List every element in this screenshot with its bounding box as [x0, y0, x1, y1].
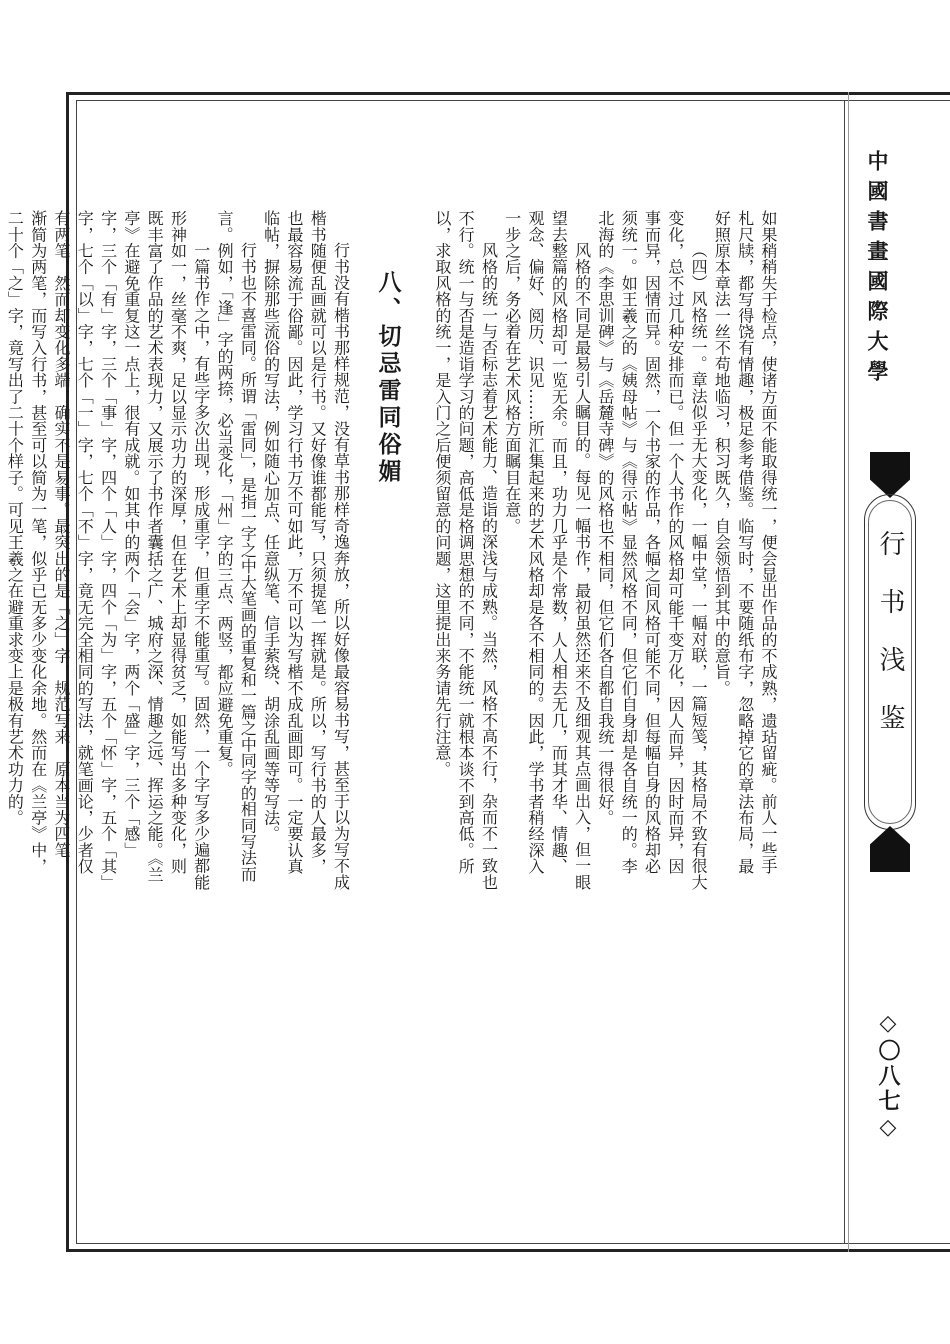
section-heading: 八、切忌雷同俗媚 — [374, 270, 401, 486]
main-text-column — [3, 210, 780, 890]
paragraph: 行书没有楷书那样规范，没有草书那样奇逸奔放，所以好像最容易书写，甚至于以为写不成楷书随便乱画就可以是行书。又好像谁都能写，只须提笔一挥就是。所以，写行书的人最多，也最容易流于俗鄙。因此，学习行书万不可如此，万不可以为写楷不成乱画即可。一定要认真临帖，摒除那些流俗的写法，例如随心加点、任意纵笔、信手萦绕、胡涂乱画等等写法。 — [261, 210, 351, 890]
university-name: 中國書畫國際大學 — [865, 150, 889, 390]
paragraph: （四）风格统一。章法似乎无大变化，一幅中堂，一幅对联，一篇短笺，其格局不致有很大变化，总不过几种安排而已。但一个人书作的风格却可能千变万化，因人而异，因时而异，因事而异，因情而异。固然，一个书家的作品，各幅之间风格可能不同，但每幅自身的风格却必须统一。如王羲之的《姨母帖》与《得示帖》显然风格不同，但它们自身却是各自统一的。李北海的《李思训碑》与《岳麓寺碑》的风格也不相同，但它们各自都自我统一得很好。 — [595, 210, 709, 890]
sidebar-divider — [844, 100, 845, 1244]
paragraph: 风格的不同是最易引人瞩目的。每见一幅书作，最初虽然还来不及细观其点画出入，但一眼望去整篇的风格却可一览无余。而且，功力几乎是个常数，人人相去无几，而其才华、情趣、观念、偏好、阅历、识见……所汇集起来的艺术风格却是各不相同的。因此，学书者稍经深入一步之后，务必着在艺术风格方面瞩目在意。 — [502, 210, 592, 890]
paragraph: 如果稍稍失于检点，使诸方面不能取得统一，便会显出作品的不成熟，遗玷留疵。前人一些手札尺牍，都写得饶有情趣，极足参考借鉴。临写时，不要随纸布字，忽略掉它的章法布局，最好照原本章法一丝不苟地临习，积习既久，自会领悟到其中的意旨。 — [712, 210, 778, 875]
paragraph: 行书也不喜雷同。所谓「雷同」，是指一字之中大笔画的重复和一篇之中同字的相同写法而言。例如，「逢」字的两捺，必当变化，「州」字的三点、两竖，都应避免重复。 — [215, 210, 258, 882]
paragraph: 一篇书作之中，有些字多次出现，形成重字，但重字不能重写。固然，一个字写多少遍都能形神如一，丝毫不爽，足以显示功力的深厚，但在艺术上却显得贫乏，如能写出多种变化，则既丰富了作品的艺术表现力，又展示了书作者囊括之广、城府之深、情趣之远、挥运之能。《兰亭》在避免重复这一点上，很有成就。如其中的两个「会」字，两个「盛」字，三个「感」字，三个「有」字，三个「事」字，四个「人」字，四个「为」字，五个「怀」字，五个「其」字，七个「以」字，七个「一」字，七个「不」字，竟无完全相同的写法，就笔画论，少者仅有两笔，然而却变化多端，确实不是易事。最突出的是「之」字，规范写来，原本当为四笔，渐简为两笔，而写入行书，甚至可以简为一笔，似乎已无多少变化余地。然而在《兰亭》中，二十个「之」字，竟写出了二十个样子。可见王羲之在避重求变上是极有艺术功力的。 — [5, 210, 211, 890]
book-title: 行书浅鉴 — [875, 530, 905, 762]
page-number: ◇〇八七◇ — [875, 1010, 901, 1143]
sidebar-divider-outer — [848, 92, 849, 1252]
paragraph: 风格的统一与否标志着艺术能力、造诣的深浅与成熟。当然，风格不高不行，杂而不一致也不行。统一与否是造诣学习的问题，高低是格调思想的不同，不能统一就根本谈不到高低。所以，求取风格的统一，是入门之后便须留意的问题，这里提出来务请先行注意。 — [432, 210, 499, 890]
